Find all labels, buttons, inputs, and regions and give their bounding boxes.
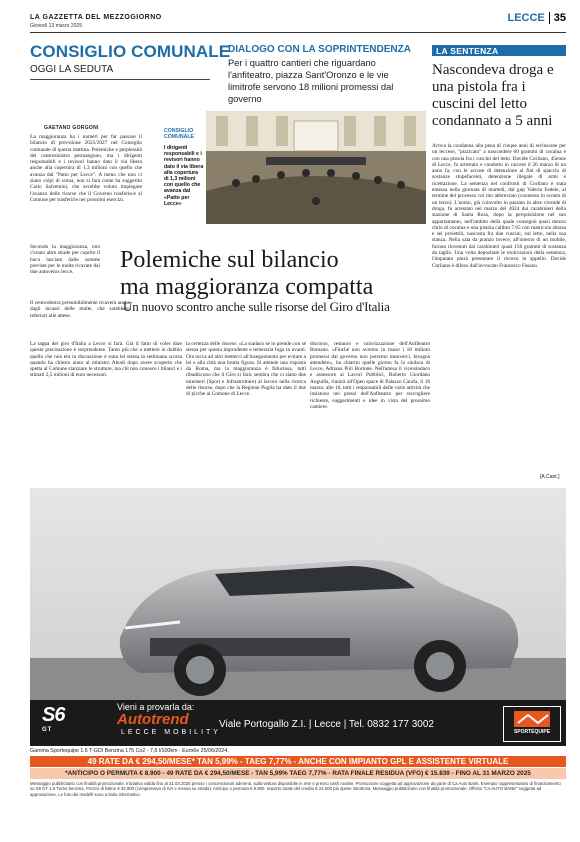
council-chamber-photo — [206, 111, 426, 224]
issue-date: Giovedì 13 marzo 2025 — [30, 23, 82, 29]
main-subhead: Un nuovo scontro anche sulle risorse del Giro d'Italia — [123, 299, 390, 314]
offer-banner-1-text: 49 RATE DA € 294,50/MESE* TAN 5,99% - TAEG 7,77% - ANCHE CON IMPIANTO GPL E ASSISTENTE VIRTUALE — [87, 757, 509, 766]
sportequipe-logo — [503, 706, 561, 742]
main-headline — [120, 247, 420, 301]
dealer-subtitle: LECCE MOBILITY — [121, 729, 221, 736]
article-col1: La maggioranza ha i numeri per far passare il bilancio di previsione 2025/2027 nel Consiglio comunale di questa mattina. Polemiche e perplessità del centrosinistra permangono, ma i dirigenti responsabili e i revisori hanno dato il via libera anche alla copertura di 1,3 milioni con quello che avanza dal "Patto per Lecce". A meno che non ci siano colpi di scena, non si farà come ha suggerito Carlo Salvemini, che avrebbe voluto impiegare l'avanzo delle risorse che il Governo trasferisce al Comune per trasferirle nei prossimi esercizi. — [30, 134, 142, 203]
article-col2: la certezza delle risorse: «La siadaco se lo prende con sé stessa per questa imprudente e temeraria fuga in avanti. Ora tocca ad altri metterci all'inseguimento per evitare a lei e alla città una brutta figura. Si attende una risposta da Roma, ma la maggioranza è fiduciosa, tutti ribadiscono che il Giro si farà: sembra che ci siano due ministeri (Sport e Infrastrutture) al lavoro nella ricerca delle risorse, dopo che la Regione Puglia ha dato il due di picche al Comune di Lecce. — [186, 341, 306, 398]
article-col1c: Il centrodestra presumibilmente ricaverà anche dagli incassi delle multe, che sarebbero inferiori alle attese. — [30, 300, 130, 319]
offer-banner-2 — [30, 768, 566, 779]
section-title: CONSIGLIO COMUNALE — [30, 42, 231, 61]
dealer-name: Autotrend — [117, 711, 189, 728]
page-header — [507, 12, 566, 24]
section-rule — [30, 79, 210, 80]
section-name: LECCE — [507, 12, 545, 24]
ad-fine-print: Messaggio pubblicitario con finalità promozionale. Iniziativa valida fino al 31.03.2025 presso i concessionari aderenti, sulla vettura disponibile in rete e presso cash routine. Promozione soggetta ad approvazione da parte di Ca Auto Bank. Esempio rappresentativo di finanziamento su S6 GT 1.6 Turbo benzina. Prezzo di listino € 32.900 (comprensivo di IVA e messa su strada). Anticipo o permuta € 8.900. Importo totale del credito € 24.000 più spese istruttoria. Messaggio pubblicitario con finalità promozionale. Offerta "CA AUTO BANK" soggetta ad approvazione. Le foto dei modelli sono a titolo informativo. — [30, 781, 561, 797]
page-number: 35 — [549, 12, 566, 24]
article-col3: discorso, restauro e valorizzazione dell'Anfiteatro Romano. «Finché non avremo in mano i 18 milioni promessi dal governo non potremo muoverci, bisogna attendere», ha chiarito quelle giorno fa la sindaca di Lecce, Adriana Poli Bortone. Nell'attesa il viceisindaco e assessore ai Lavori Pubblici, Roberto Giordano Anguilla, riunirà all'Open space di Palazzo Carafa, il 18 marzo, alle 10, tutti i responsabili delle varie attività che insistono nei pressi dell'Anfiteatro per raccogliere richieste, suggerimenti e idee in vista del prossimo cantiere. — [310, 341, 430, 410]
article-col1d: La tappa del giro d'Italia a Lecce si farà. Già il fatto di voler dare questa precisazione è sorprendente. Tanto più che a mettere in dubbio quello che non era in discussione è stata lei stessa la settimana scorsa quando ha chiesto aiuto al ministro Abodi dopo avere scoperto che spetta al Comune stanziare le strutture, ma chi non conosce i bilanci e i stimati 2,5 milioni di euro necessari. — [30, 341, 182, 379]
header-rule — [30, 32, 566, 33]
article-col1b: Secondo la maggioranza, non c'erano altre strade per coprire il buco lasciato dalle somme previste per le multe ricavate dai due autovelox lecce. — [30, 244, 100, 276]
model-logo-sub: GT — [42, 727, 53, 733]
sentenza-body: Arriva la condanna alla pena di cinque anni di reclusione per un leccese, "pizzicato" a nascondere 60 grammi di cocaina e con una pistola fra i cuscini del letto. Davide Corliano, 45enne di Lecce, fu arrestato e condotto in carcere il 26 marzo di un anno fa, con le accuse di detenzione ai fini di spaccio di sostanze stupefacenti, detenzione illegale di armi e ricettazione. La sentenza nel confronti di Corliano è stata emessa nella giornata di martedì, dal gup Valeria Fedele, al termine del processo col rito abbreviato (connesso lo sconto di un terzo). L'uomo, già coinvolto in passato in altre vicende di droga, fu arrestato nel marzo del 2024 dai carabinieri della stazione di Santa Rosa, dopo la perquisizione nel suo appartamento, nell'ambito della quale consegnò quasi mezzo chilo di cocaina e una pistola calibro 7.65 con matricola abrasa e sei proiettili, nascosta fra due cuscini, sul letto, nella sua stanza. Nella sala da pranzo invece, all'interno di un mobile, furono rinvenuti dai carabinieri quasi 150 grammi di sostanza da taglio. Una volta depositate le motivazioni della sentenza, l'imputato potrà presentare il ricorso in appello. Davide Corliano è difeso dall'avvocato Francesco Fasano. — [432, 143, 566, 269]
offer-banner-1 — [30, 756, 566, 767]
offer-banner-2-text: *ANTICIPO O PERMUTA € 8.900 - 49 RATE DA € 294,50/MESE - TAN 5,99% TAEG 7,77% - RATA FINALE RESIDUA (VFG) € 15.839 - FINO AL 31 MARZO 2025 — [65, 770, 531, 777]
ad-gamma-line: Gamma Sportequipe 1.6 T-GDI Benzina 175 Co2 - 7,6 l/100km - Euro6e 25/06/2024. — [30, 748, 229, 754]
ad-vieni-text: Vieni a provarla da: — [117, 702, 195, 712]
byline: GAETANO GORGONI — [44, 125, 99, 131]
sentenza-label: LA SENTENZA — [436, 46, 499, 56]
photo-box-label: CONSIGLIO COMUNALE — [164, 128, 194, 141]
dealer-address: Viale Portogallo Z.I. | Lecce | Tel. 0832 177 3002 — [219, 719, 434, 730]
sentenza-headline: Nascondeva droga e una pistola fra i cuscini del letto condannato a 5 anni — [432, 62, 554, 129]
dialogo-text: Per i quattro cantieri che riguardano l'anfiteatro, piazza Sant'Oronzo e le vie limitrofe servono 18 milioni promessi dal governo — [228, 58, 394, 104]
model-logo-text: S6 — [42, 704, 65, 726]
headline-line-1: Polemiche sul bilancio — [120, 247, 339, 273]
model-logo — [42, 704, 64, 733]
sportequipe-logo-text: SPORTEQUIPE — [513, 729, 551, 735]
sentenza-signoff: [A.Cant.] — [540, 474, 560, 480]
dialogo-title: DIALOGO CON LA SOPRINTENDENZA — [228, 44, 411, 55]
photo-box-caption: I dirigenti responsabili e i revisori hanno dato il via libera alla copertura di 1,3 milioni con quello che avanza dal «Patto per Lecce» — [164, 145, 204, 207]
newspaper-masthead: LA GAZZETTA DEL MEZZOGIORNO — [30, 14, 162, 21]
headline-line-2: ma maggioranza compatta — [120, 274, 374, 300]
section-subtitle: OGGI LA SEDUTA — [30, 64, 114, 75]
